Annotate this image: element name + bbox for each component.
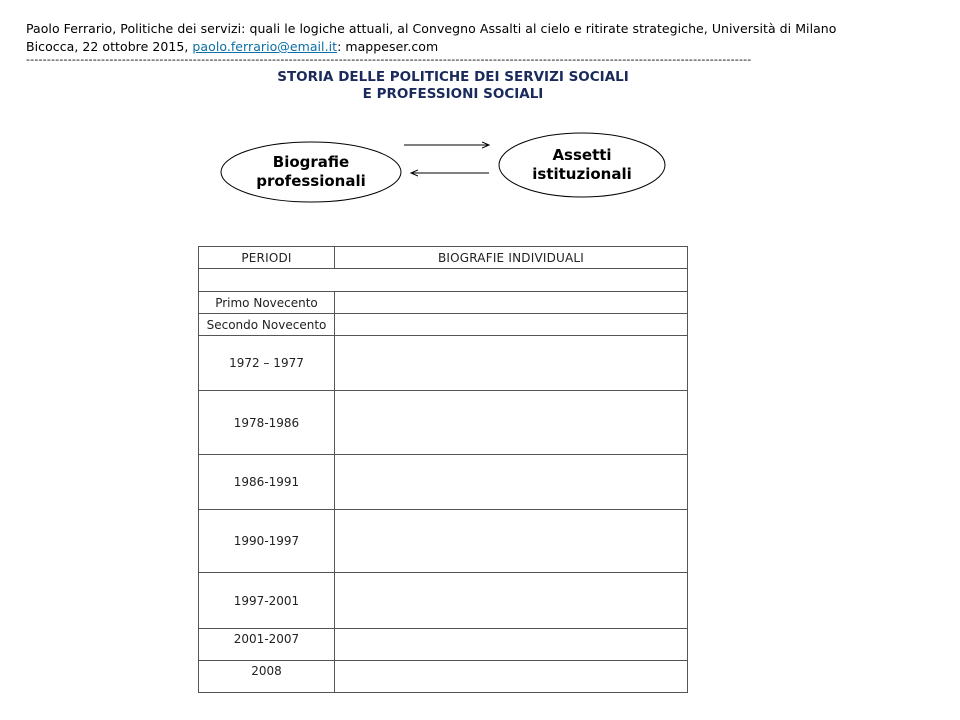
table-row bbox=[199, 455, 688, 510]
biografie-professionali-label bbox=[221, 153, 401, 191]
table-row bbox=[199, 391, 688, 455]
table-header-row bbox=[199, 247, 688, 269]
table-row bbox=[199, 314, 688, 336]
table-row bbox=[199, 269, 688, 292]
table-row bbox=[199, 661, 688, 693]
bio-cell bbox=[335, 391, 688, 455]
title-line-2: E PROFESSIONI SOCIALI bbox=[362, 86, 544, 102]
bio-cell bbox=[335, 455, 688, 510]
header-line-2-prefix: Bicocca, 22 ottobre 2015, bbox=[26, 39, 193, 54]
bio-cell bbox=[335, 629, 688, 661]
right-label-line-1: Assetti bbox=[552, 146, 612, 164]
right-label-line-2: istituzionali bbox=[532, 165, 632, 183]
blank-row-cell bbox=[199, 269, 688, 292]
header-separator: ------------------------------------------------------------------------------------------------------------------------------------------------------------------------------ bbox=[26, 54, 752, 66]
table-row bbox=[199, 336, 688, 391]
period-cell: 1997-2001 bbox=[199, 573, 335, 629]
table-row bbox=[199, 510, 688, 573]
period-cell: 1972 – 1977 bbox=[199, 336, 335, 391]
table-row bbox=[199, 292, 688, 314]
table-row bbox=[199, 629, 688, 661]
period-cell: Secondo Novecento bbox=[199, 314, 335, 336]
table-row bbox=[199, 573, 688, 629]
periods-table bbox=[198, 246, 688, 693]
header-line-2-suffix: : mappeser.com bbox=[337, 39, 439, 54]
header-periodi: PERIODI bbox=[199, 247, 335, 269]
left-label-line-1: Biografie bbox=[272, 153, 350, 171]
assetti-istituzionali-label bbox=[499, 146, 665, 184]
header-biografie: BIOGRAFIE INDIVIDUALI bbox=[335, 247, 688, 269]
bio-cell bbox=[335, 336, 688, 391]
title-line-1: STORIA DELLE POLITICHE DEI SERVIZI SOCIALI bbox=[277, 69, 629, 85]
bio-cell bbox=[335, 573, 688, 629]
period-cell: 2008 bbox=[199, 661, 335, 693]
email-link[interactable]: paolo.ferrario@email.it bbox=[192, 39, 338, 54]
period-cell: Primo Novecento bbox=[199, 292, 335, 314]
period-cell: 1978-1986 bbox=[199, 391, 335, 455]
period-cell: 1990-1997 bbox=[199, 510, 335, 573]
period-cell: 2001-2007 bbox=[199, 629, 335, 661]
left-label-line-2: professionali bbox=[256, 172, 366, 190]
bio-cell bbox=[335, 292, 688, 314]
period-cell: 1986-1991 bbox=[199, 455, 335, 510]
header-line-1: Paolo Ferrario, Politiche dei servizi: quali le logiche attuali, al Convegno Assalti al cielo e ritirate strategiche, Università di Milano bbox=[26, 21, 837, 36]
bio-cell bbox=[335, 661, 688, 693]
bio-cell bbox=[335, 314, 688, 336]
relationship-diagram bbox=[0, 0, 960, 240]
bio-cell bbox=[335, 510, 688, 573]
